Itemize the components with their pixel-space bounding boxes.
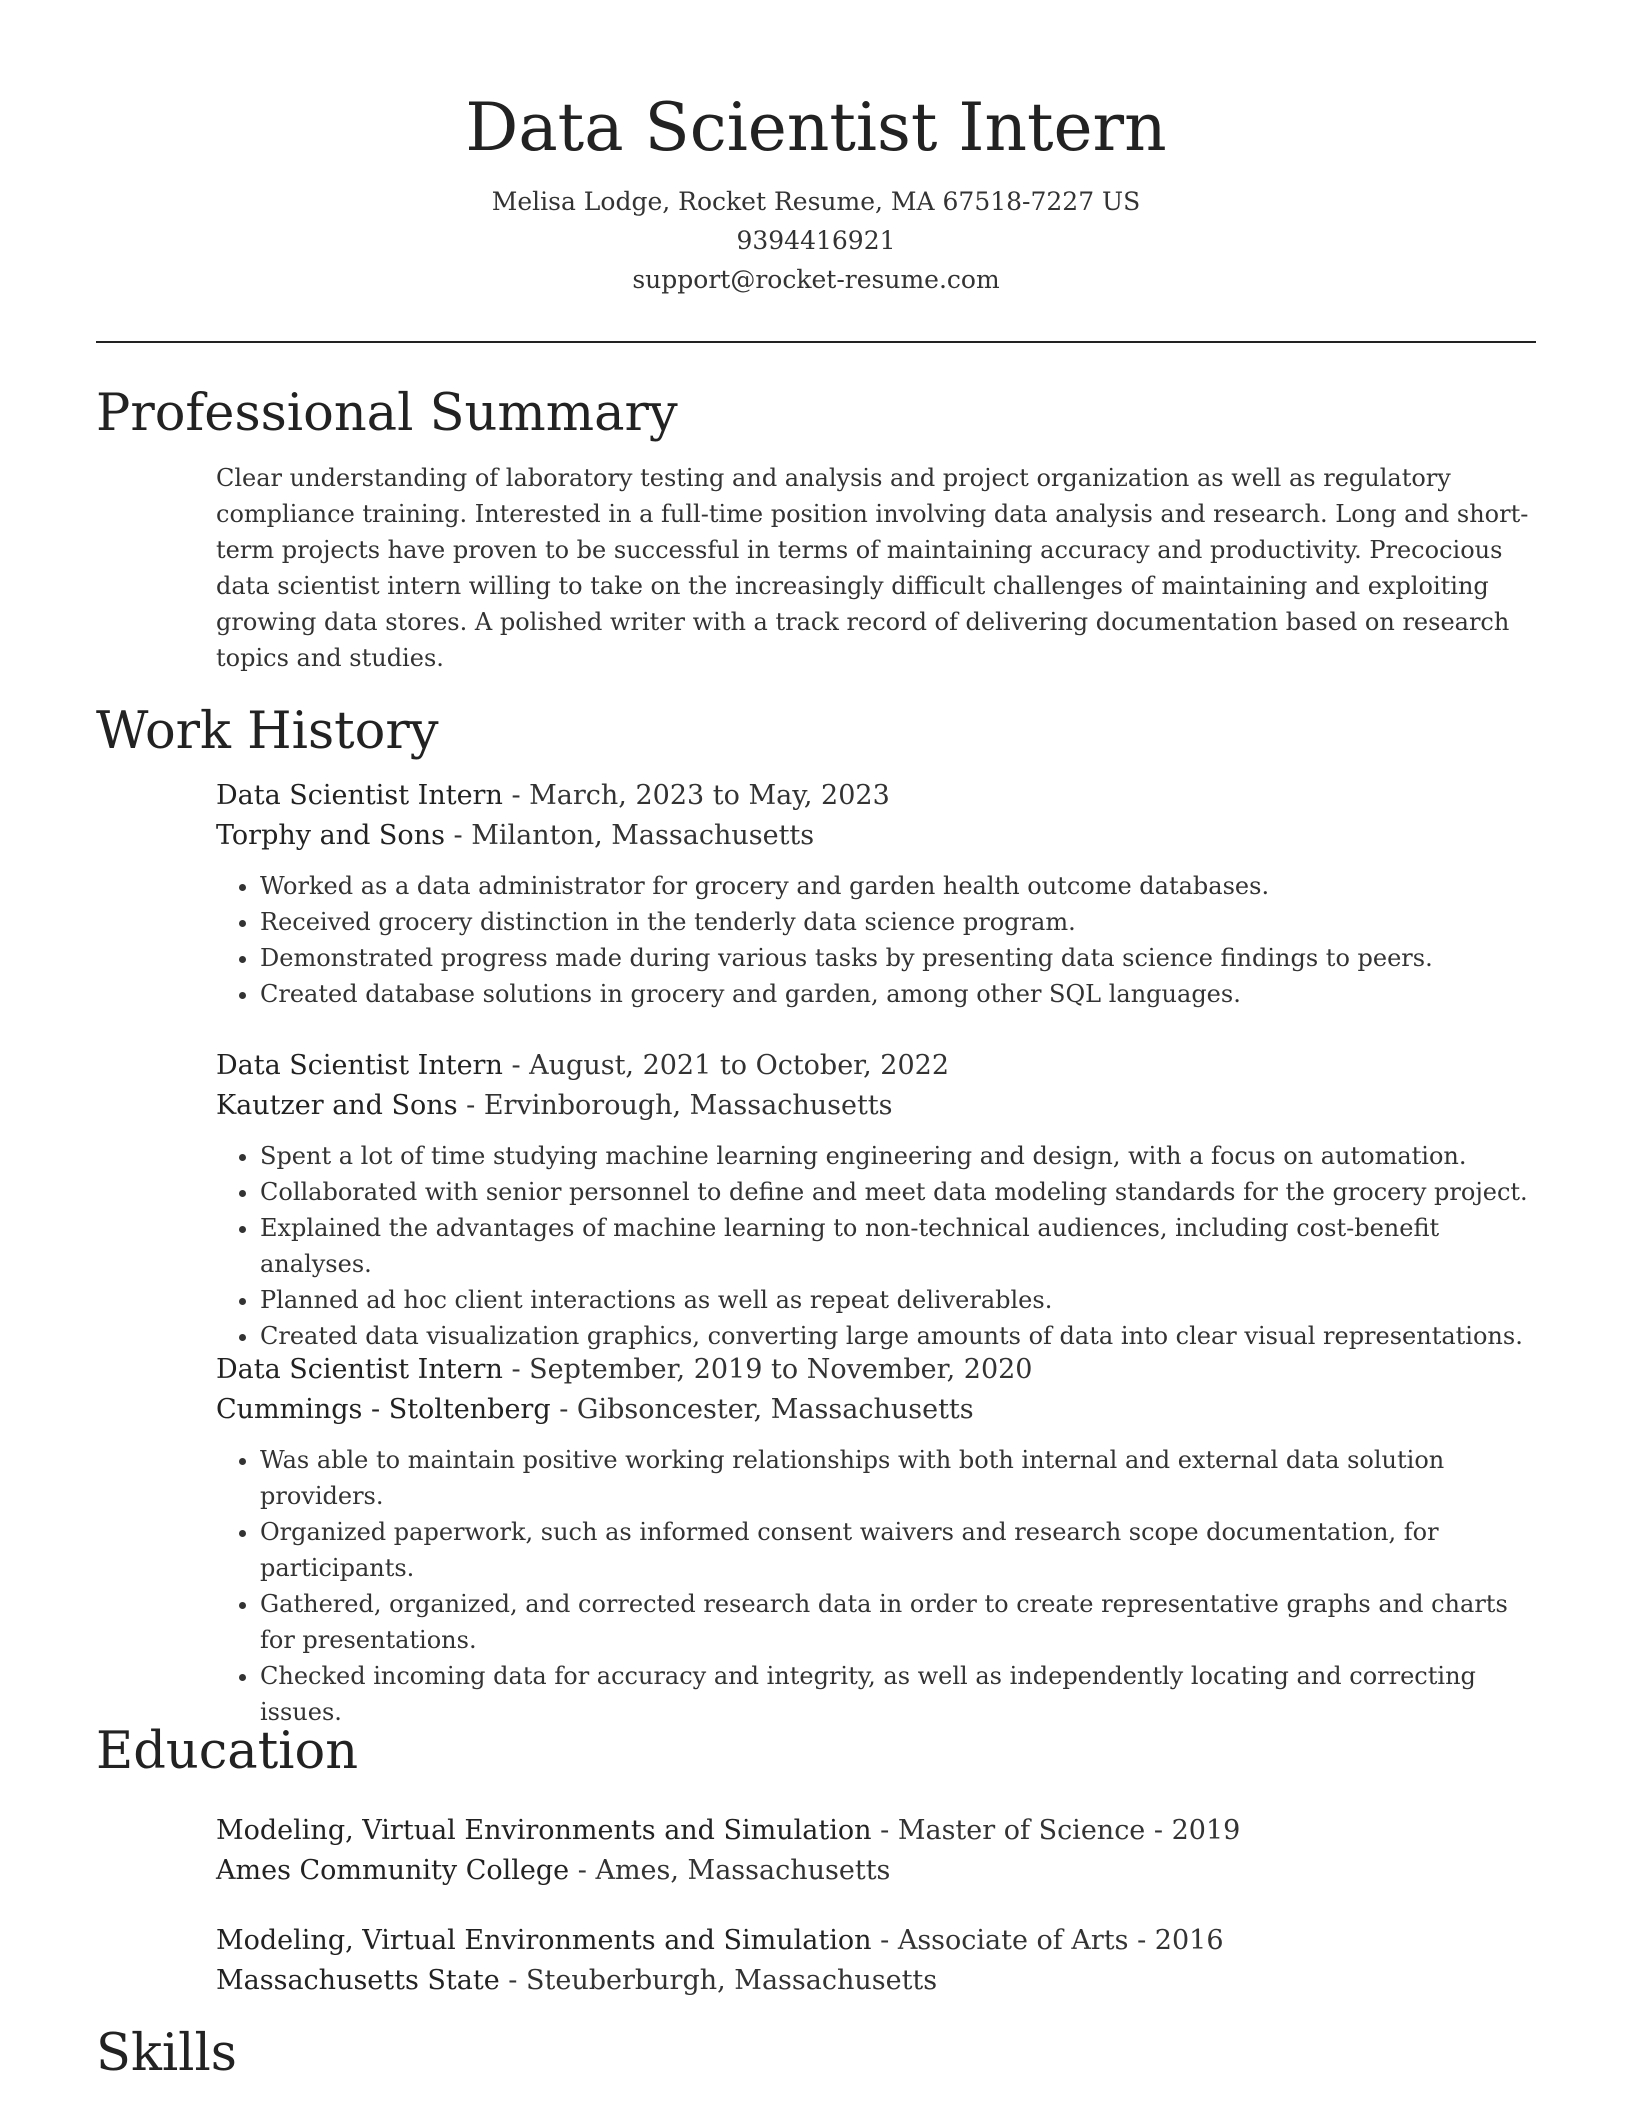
job-company-line bbox=[216, 1390, 1536, 1430]
resume-title: Data Scientist Intern bbox=[465, 89, 1167, 166]
job-bullets bbox=[216, 868, 1536, 1012]
job-company: Kautzer and Sons bbox=[216, 1090, 458, 1121]
education-school: Massachusetts State bbox=[216, 1965, 500, 1996]
contact-email: support@rocket-resume.com bbox=[632, 265, 1000, 294]
job-bullet: • Worked as a data administrator for grocery and garden health outcome databases. bbox=[260, 868, 1536, 904]
job-location: - Milanton, Massachusetts bbox=[444, 820, 815, 851]
job-dates: - September, 2019 to November, 2020 bbox=[502, 1354, 1033, 1385]
job-bullet: • Organized paperwork, such as informed consent waivers and research scope documentation, for participants. bbox=[260, 1514, 1536, 1586]
job-title-line bbox=[216, 1350, 1536, 1390]
contact-address: Melisa Lodge, Rocket Resume, MA 67518-7227 US bbox=[491, 187, 1141, 216]
education-degree: - Associate of Arts bbox=[871, 1925, 1129, 1956]
education-degree-line bbox=[216, 1921, 1536, 1961]
contact-phone: 9394416921 bbox=[736, 226, 896, 255]
job-bullets bbox=[216, 1138, 1536, 1354]
job-company: Torphy and Sons bbox=[216, 820, 445, 851]
education-field: Modeling, Virtual Environments and Simulation bbox=[216, 1925, 872, 1956]
job-bullet: • Created data visualization graphics, converting large amounts of data into clear visual representations. bbox=[260, 1318, 1536, 1354]
education-heading: Education bbox=[96, 1722, 359, 1781]
education-location: - Ames, Massachusetts bbox=[569, 1855, 891, 1886]
resume-header bbox=[96, 82, 1536, 299]
education-school: Ames Community College bbox=[216, 1855, 570, 1886]
job-bullet: • Created database solutions in grocery and garden, among other SQL languages. bbox=[260, 976, 1536, 1012]
education-year: - 2016 bbox=[1128, 1925, 1224, 1956]
education-year: - 2019 bbox=[1145, 1815, 1241, 1846]
job-bullet: • Was able to maintain positive working relationships with both internal and external data solution providers. bbox=[260, 1442, 1536, 1514]
job-bullet: • Spent a lot of time studying machine learning engineering and design, with a focus on automation. bbox=[260, 1138, 1536, 1174]
job-entry bbox=[216, 1350, 1536, 1730]
job-bullet: • Explained the advantages of machine learning to non-technical audiences, including cost-benefit analyses. bbox=[260, 1210, 1536, 1282]
education-school-line bbox=[216, 1851, 1536, 1891]
education-entry bbox=[216, 1921, 1536, 2001]
work-history-heading: Work History bbox=[96, 702, 439, 761]
job-bullet: • Checked incoming data for accuracy and integrity, as well as independently locating and correcting issues. bbox=[260, 1658, 1536, 1730]
job-bullets bbox=[216, 1442, 1536, 1730]
education-degree: - Master of Science bbox=[871, 1815, 1146, 1846]
job-dates: - March, 2023 to May, 2023 bbox=[502, 780, 890, 811]
job-company-line bbox=[216, 816, 1536, 856]
job-bullet: • Collaborated with senior personnel to define and meet data modeling standards for the grocery project. bbox=[260, 1174, 1536, 1210]
job-bullet: • Received grocery distinction in the tenderly data science program. bbox=[260, 904, 1536, 940]
job-role: Data Scientist Intern bbox=[216, 1050, 503, 1081]
job-location: - Gibsoncester, Massachusetts bbox=[550, 1394, 974, 1425]
skills-heading: Skills bbox=[96, 2024, 237, 2083]
job-company-line bbox=[216, 1086, 1536, 1126]
job-bullet: • Demonstrated progress made during various tasks by presenting data science findings to peers. bbox=[260, 940, 1536, 976]
job-location: - Ervinborough, Massachusetts bbox=[457, 1090, 893, 1121]
job-role: Data Scientist Intern bbox=[216, 1354, 503, 1385]
education-location: - Steuberburgh, Massachusetts bbox=[499, 1965, 938, 1996]
job-title-line bbox=[216, 1046, 1536, 1086]
job-entry bbox=[216, 1046, 1536, 1354]
job-role: Data Scientist Intern bbox=[216, 780, 503, 811]
job-company: Cummings - Stoltenberg bbox=[216, 1394, 551, 1425]
job-bullet: • Planned ad hoc client interactions as well as repeat deliverables. bbox=[260, 1282, 1536, 1318]
job-dates: - August, 2021 to October, 2022 bbox=[502, 1050, 950, 1081]
job-entry bbox=[216, 776, 1536, 1012]
education-degree-line bbox=[216, 1811, 1536, 1851]
education-school-line bbox=[216, 1961, 1536, 2001]
summary-text: Clear understanding of laboratory testing and analysis and project organization as well as regulatory compliance training. Interested in a full-time position involving data analysis and research. Long and short-term projects have proven to be successful in terms of maintaining accuracy and productivity. Precocious data scientist intern willing to take on the increasingly difficult challenges of maintaining and exploiting growing data stores. A polished writer with a track record of delivering documentation based on research topics and studies. bbox=[216, 464, 1529, 672]
education-entry bbox=[216, 1811, 1536, 1891]
job-title-line bbox=[216, 776, 1536, 816]
education-field: Modeling, Virtual Environments and Simulation bbox=[216, 1815, 872, 1846]
summary-heading: Professional Summary bbox=[96, 384, 678, 443]
header-divider bbox=[96, 341, 1536, 343]
job-bullet: • Gathered, organized, and corrected research data in order to create representative graphs and charts for presentations. bbox=[260, 1586, 1536, 1658]
